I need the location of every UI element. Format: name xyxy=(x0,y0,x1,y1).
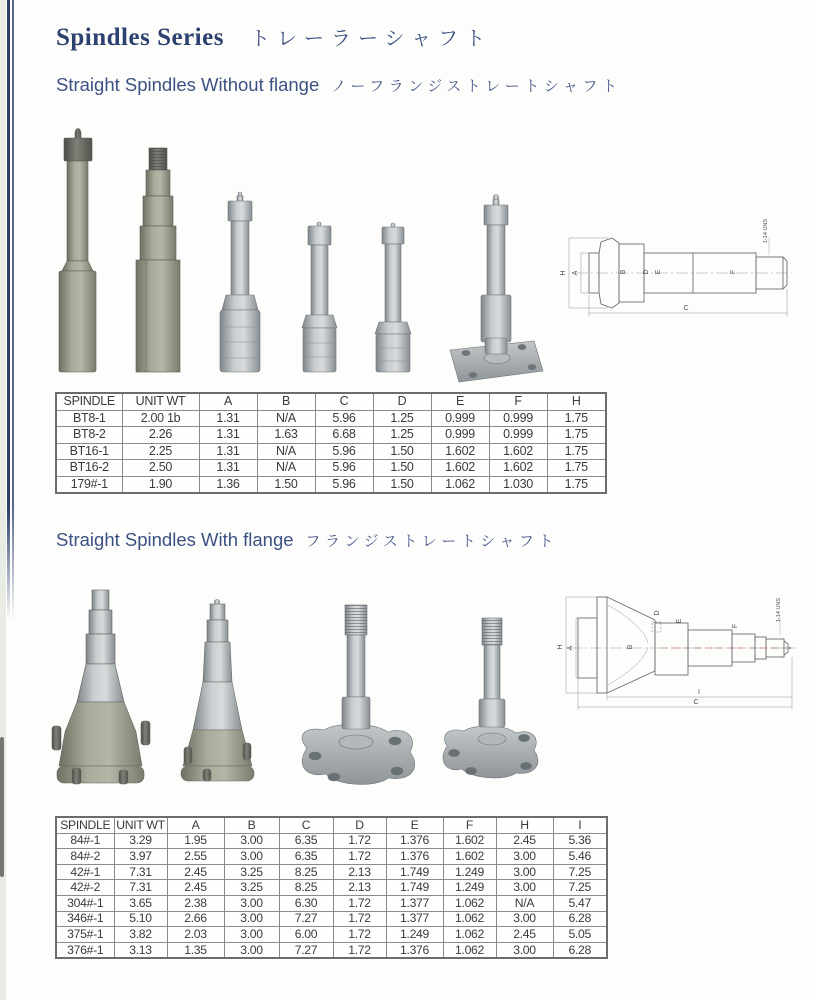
dim-label-c: C xyxy=(693,699,699,706)
table-cell: 1.50 xyxy=(373,443,431,460)
table-cell: 1.75 xyxy=(547,476,606,493)
table-cell: 2.26 xyxy=(122,427,199,444)
table-header-row xyxy=(56,817,607,833)
table-cell: 375#-1 xyxy=(56,927,114,943)
table-cell: 1.35 xyxy=(167,942,224,958)
column-header: E xyxy=(386,817,443,833)
table-cell: 1.31 xyxy=(199,410,257,427)
column-header: A xyxy=(167,817,224,833)
column-header: UNIT WT xyxy=(114,817,167,833)
table-cell: 1.249 xyxy=(386,927,443,943)
table-cell: 1.062 xyxy=(443,942,496,958)
spindle-photo-1 xyxy=(59,129,96,373)
table-row xyxy=(56,833,607,849)
table-cell: 3.97 xyxy=(114,849,167,865)
spindle-photo-6-flange-plate xyxy=(450,195,543,383)
table-cell: 3.82 xyxy=(114,927,167,943)
table-cell: 2.50 xyxy=(122,460,199,477)
table-row xyxy=(56,880,607,896)
table-cell: 1.062 xyxy=(431,476,489,493)
table-cell: 6.35 xyxy=(279,833,333,849)
table-cell: 7.27 xyxy=(279,911,333,927)
column-header: F xyxy=(489,393,547,410)
dim-label-d: D xyxy=(654,610,661,616)
dim-label-f: F xyxy=(730,269,737,275)
table-cell: 1.50 xyxy=(257,476,315,493)
table-cell: 1.95 xyxy=(167,833,224,849)
table-header-row xyxy=(56,393,606,410)
table-cell: N/A xyxy=(257,443,315,460)
page-header xyxy=(56,22,492,52)
table-cell: N/A xyxy=(257,410,315,427)
table-cell: 1.50 xyxy=(373,460,431,477)
flanged-spindle-photo-1 xyxy=(52,590,150,784)
column-header: E xyxy=(431,393,489,410)
flanged-spindle-photo-2 xyxy=(181,600,254,782)
table-cell: 1.25 xyxy=(373,410,431,427)
spindle-photo-5 xyxy=(375,223,411,372)
table-cell: 1.602 xyxy=(431,443,489,460)
dim-label-h: H xyxy=(557,644,564,650)
table-cell: 1.72 xyxy=(333,942,386,958)
table-cell: 1.377 xyxy=(386,895,443,911)
table-cell: 1.376 xyxy=(386,849,443,865)
table-cell: 1.31 xyxy=(199,427,257,444)
table-cell: 3.00 xyxy=(224,895,279,911)
column-header: F xyxy=(443,817,496,833)
table-cell: 1.90 xyxy=(122,476,199,493)
table-row xyxy=(56,427,606,444)
column-header: C xyxy=(279,817,333,833)
table-cell: 5.96 xyxy=(315,460,373,477)
dim-label-b: B xyxy=(620,269,627,275)
table-cell: 2.55 xyxy=(167,849,224,865)
spec-table-with-flange xyxy=(55,816,608,959)
table-cell: 3.00 xyxy=(496,864,553,880)
table-cell: 1.36 xyxy=(199,476,257,493)
column-header: SPINDLE xyxy=(56,817,114,833)
table-cell: 5.96 xyxy=(315,410,373,427)
table-cell: 6.68 xyxy=(315,427,373,444)
table-cell: 3.00 xyxy=(496,849,553,865)
table-cell: 3.00 xyxy=(224,911,279,927)
table-cell: 1.376 xyxy=(386,833,443,849)
diagram-outline xyxy=(570,597,796,693)
table-cell: 1.75 xyxy=(547,460,606,477)
table-cell: 0.999 xyxy=(431,410,489,427)
table-cell: 42#-1 xyxy=(56,864,114,880)
dim-label-f: F xyxy=(732,623,739,629)
table-cell: 1.062 xyxy=(443,911,496,927)
section-2-heading-ja: フランジストレートシャフト xyxy=(305,533,558,550)
table-cell: 7.31 xyxy=(114,880,167,896)
table-cell: 1.75 xyxy=(547,427,606,444)
table-row xyxy=(56,911,607,927)
table-cell: 1.50 xyxy=(373,476,431,493)
table-cell: 3.00 xyxy=(224,942,279,958)
table-cell: BT8-2 xyxy=(56,427,122,444)
section-1-heading xyxy=(56,74,621,96)
table-cell: N/A xyxy=(496,895,553,911)
table-cell: 1.75 xyxy=(547,410,606,427)
dim-label-e: E xyxy=(655,269,662,275)
dim-label-e: E xyxy=(676,618,683,624)
table-cell: 1.72 xyxy=(333,895,386,911)
left-border-line-inner xyxy=(12,0,15,620)
page-title: Spindles Series xyxy=(56,24,224,51)
column-header: B xyxy=(224,817,279,833)
table-row xyxy=(56,927,607,943)
table-cell: 3.65 xyxy=(114,895,167,911)
table-cell: 6.00 xyxy=(279,927,333,943)
spindle-photo-3 xyxy=(220,192,260,372)
dim-label-d: D xyxy=(643,269,650,275)
table-cell: 1.31 xyxy=(199,443,257,460)
table-cell: 179#-1 xyxy=(56,476,122,493)
table-cell: 1.602 xyxy=(489,460,547,477)
table-cell: 2.45 xyxy=(496,833,553,849)
table-cell: 6.28 xyxy=(553,911,607,927)
table-cell: 1.602 xyxy=(489,443,547,460)
table-row xyxy=(56,942,607,958)
table-cell: 1.602 xyxy=(431,460,489,477)
table-cell: 8.25 xyxy=(279,864,333,880)
column-header: A xyxy=(199,393,257,410)
table-cell: 5.47 xyxy=(553,895,607,911)
table-cell: 2.03 xyxy=(167,927,224,943)
table-cell: 3.00 xyxy=(496,880,553,896)
table-cell: 7.25 xyxy=(553,864,607,880)
table-cell: 3.13 xyxy=(114,942,167,958)
column-header: H xyxy=(547,393,606,410)
table-cell: 1.602 xyxy=(443,849,496,865)
table-cell: 1.72 xyxy=(333,927,386,943)
spindle-diagram-with-flange xyxy=(556,577,808,722)
table-cell: 84#-2 xyxy=(56,849,114,865)
table-cell: N/A xyxy=(257,460,315,477)
column-header: C xyxy=(315,393,373,410)
spindle-photo-2 xyxy=(136,148,180,372)
table-cell: 2.66 xyxy=(167,911,224,927)
column-header: SPINDLE xyxy=(56,393,122,410)
table-cell: 84#-1 xyxy=(56,833,114,849)
column-header: H xyxy=(496,817,553,833)
table-cell: 3.00 xyxy=(224,849,279,865)
spec-table-without-flange xyxy=(55,392,607,494)
table-cell: 1.749 xyxy=(386,880,443,896)
column-header: D xyxy=(333,817,386,833)
section-1-heading-en: Straight Spindles Without flange xyxy=(56,74,320,95)
column-header: UNIT WT xyxy=(122,393,199,410)
table-row xyxy=(56,864,607,880)
spindle-photo-4 xyxy=(302,222,337,372)
table-cell: 0.999 xyxy=(489,410,547,427)
table-cell: 7.25 xyxy=(553,880,607,896)
table-cell: 2.45 xyxy=(167,880,224,896)
table-cell: 304#-1 xyxy=(56,895,114,911)
table-cell: 1.75 xyxy=(547,443,606,460)
table-cell: 6.30 xyxy=(279,895,333,911)
table-cell: 376#-1 xyxy=(56,942,114,958)
table-cell: 1.249 xyxy=(443,880,496,896)
diagram-outline xyxy=(576,238,792,308)
spindle-photos-without-flange xyxy=(45,120,560,385)
section-2-heading xyxy=(56,529,558,551)
table-cell: 346#-1 xyxy=(56,911,114,927)
table-cell: 2.13 xyxy=(333,864,386,880)
page-title-japanese: トレーラーシャフト xyxy=(249,28,493,50)
dim-label-b: B xyxy=(627,644,634,650)
table-cell: 1.602 xyxy=(443,833,496,849)
spindle-diagram-without-flange xyxy=(556,205,808,350)
column-header: I xyxy=(553,817,607,833)
dimension-lines xyxy=(569,237,787,317)
thread-spec-note: 1-14 UNS xyxy=(776,597,782,623)
table-cell: 1.377 xyxy=(386,911,443,927)
table-row xyxy=(56,443,606,460)
table-cell: 3.00 xyxy=(224,833,279,849)
table-cell: 2.13 xyxy=(333,880,386,896)
table-row xyxy=(56,410,606,427)
table-cell: 3.29 xyxy=(114,833,167,849)
table-row xyxy=(56,460,606,477)
table-row xyxy=(56,895,607,911)
table-row xyxy=(56,849,607,865)
table-cell: BT8-1 xyxy=(56,410,122,427)
table-cell: 6.35 xyxy=(279,849,333,865)
table-cell: 5.96 xyxy=(315,443,373,460)
table-cell: 2.25 xyxy=(122,443,199,460)
table-cell: 1.749 xyxy=(386,864,443,880)
table-cell: 1.72 xyxy=(333,911,386,927)
table-cell: 7.27 xyxy=(279,942,333,958)
table-cell: 5.46 xyxy=(553,849,607,865)
section-2-heading-en: Straight Spindles With flange xyxy=(56,529,294,550)
table-cell: 2.38 xyxy=(167,895,224,911)
flanged-spindle-photo-3 xyxy=(302,605,415,784)
table-cell: 0.999 xyxy=(489,427,547,444)
section-1-heading-ja: ノーフランジストレートシャフト xyxy=(331,78,622,95)
dim-label-c: C xyxy=(683,305,689,312)
table-cell: 42#-2 xyxy=(56,880,114,896)
table-cell: 1.31 xyxy=(199,460,257,477)
table-cell: BT16-1 xyxy=(56,443,122,460)
table-cell: 1.72 xyxy=(333,833,386,849)
table-cell: 3.25 xyxy=(224,864,279,880)
table-cell: 2.45 xyxy=(167,864,224,880)
spindle-photos-with-flange xyxy=(45,580,560,805)
table-cell: 5.96 xyxy=(315,476,373,493)
left-border-line-outer xyxy=(7,0,10,620)
table-cell: 3.25 xyxy=(224,880,279,896)
table-cell: 8.25 xyxy=(279,880,333,896)
flanged-spindle-photo-4 xyxy=(443,618,538,778)
table-cell: 1.062 xyxy=(443,895,496,911)
table-cell: 1.72 xyxy=(333,849,386,865)
table-cell: 1.249 xyxy=(443,864,496,880)
table-cell: 1.63 xyxy=(257,427,315,444)
table-cell: 1.062 xyxy=(443,927,496,943)
dim-label-h: H xyxy=(560,270,567,276)
table-cell: 0.999 xyxy=(431,427,489,444)
dim-label-i: I xyxy=(698,689,700,696)
table-cell: 3.00 xyxy=(496,911,553,927)
column-header: D xyxy=(373,393,431,410)
table-cell: 2.45 xyxy=(496,927,553,943)
dim-label-a: A xyxy=(572,270,579,276)
table-cell: 7.31 xyxy=(114,864,167,880)
table-cell: 1.030 xyxy=(489,476,547,493)
table-row xyxy=(56,476,606,493)
table-cell: 1.376 xyxy=(386,942,443,958)
table-cell: 5.36 xyxy=(553,833,607,849)
dim-label-a: A xyxy=(567,645,574,651)
table-cell: 3.00 xyxy=(496,942,553,958)
paper-edge-shadow xyxy=(0,737,4,877)
table-cell: 3.00 xyxy=(224,927,279,943)
table-cell: 5.10 xyxy=(114,911,167,927)
table-cell: 2.00 1b xyxy=(122,410,199,427)
column-header: B xyxy=(257,393,315,410)
table-cell: BT16-2 xyxy=(56,460,122,477)
thread-spec-note: 1-14 UNS xyxy=(763,218,769,244)
table-cell: 1.25 xyxy=(373,427,431,444)
table-cell: 5.05 xyxy=(553,927,607,943)
table-cell: 6.28 xyxy=(553,942,607,958)
